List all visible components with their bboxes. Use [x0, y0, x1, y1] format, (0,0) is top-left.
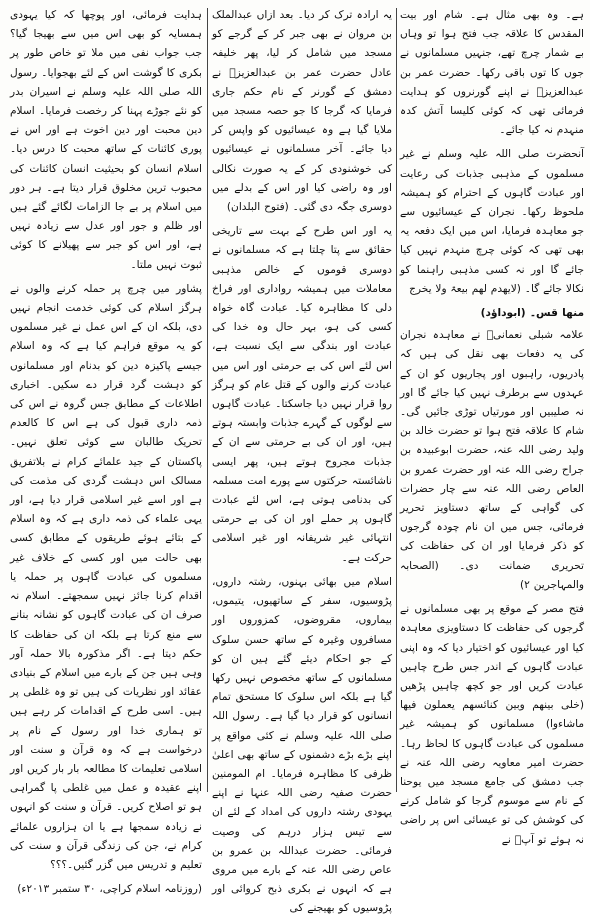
article-paragraph: علامہ شبلی نعمانیؒ نے معاہدہ نجران کی یہ دفعات بھی نقل کی ہیں کہ پادریوں، راہبوں اور پجاریوں کو ان کے عہدوں سے برطرف نہیں کیا جائے گا اور نہ صلیبیں اور مورتیاں توڑی جائیں گی۔ شام کا علاقہ فتح ہوا تو حضرت خالد بن ولید رضی اللہ عنہ، حضرت ابوعبیدہ بن جراح رضی اللہ عنہ اور حضرت عمرو بن العاص رضی اللہ عنہ سے چار حضرات کی گواہی کے ساتھ دستاویز تحریر فرمائی، جس میں ان نام چودہ گرجوں کو ذکر فرمایا اور ان کی حفاظت کی تحریری ضمانت دی۔ (الصحابہ والمہاجرین ۲) [400, 329, 584, 591]
article-column-middle [212, 6, 392, 915]
article-column-left [10, 6, 202, 896]
article-paragraph: یہ ارادہ ترک کر دیا۔ بعد ازاں عبدالملک بن مروان نے بھی جبر کر کے گرجے کو مسجد میں شامل کر لیا، پھر خلیفہ عادل حضرت عمر بن عبدالعزیزؒ نے دمشق کے گورنر کے نام حکم جاری فرمایا کہ گرجا کا جو حصہ مسجد میں ملایا گیا ہے وہ عیسائیوں کو واپس کر دیا جائے۔ آخر مسلمانوں نے عیسائیوں کی خوشنودی کر کے یہ صورت نکالی اور وہ راضی کیا اور اس کے بدلے میں دوسری جگہ دی گئی۔ (فتوح البلدان) [212, 9, 392, 214]
article-paragraph: اسلام میں بھائی بہنوں، رشتہ داروں، پڑوسیوں، سفر کے ساتھیوں، یتیموں، بیماروں، مقروضوں، کمزوروں اور مسافروں وغیرہ کے ساتھ حسن سلوک کے جو احکام دیئے گئے ہیں ان کو مسلمانوں کے ساتھ مخصوص نہیں رکھا گیا ہے بلکہ اس سلوک کا مستحق تمام انسانوں کو قرار دیا گیا ہے۔ رسول اللہ صلی اللہ علیہ وسلم نے کئی مواقع پر اپنے بڑے بڑے دشمنوں کے ساتھ بھی اعلیٰ ظرفی کا مظاہرہ فرمایا۔ ام المومنین حضرت صفیہ رضی اللہ عنہا نے اپنے یہودی رشتہ داروں کی امداد کے لئے ان سے تیس ہزار درہم کی وصیت فرمائی۔ حضرت عبداللہ بن عمرو بن عاص رضی اللہ عنہ کے بارے میں مروی ہے کہ انہوں نے بکری ذبح کروائی اور پڑوسیوں کو بھیجنے کی [212, 575, 392, 915]
article-paragraph: ہے۔ وہ بھی مثال ہے۔ شام اور بیت المقدس کا علاقہ جب فتح ہوا تو وہاں بے شمار چرچ تھے، جنہیں مسلمانوں نے جوں کا توں باقی رکھا۔ حضرت عمر بن عبدالعزیزؒ نے اپنے گورنروں کو ہدایت فرمائی تھی کہ کوئی کلیسا آتش کدہ منہدم نہ کیا جائے۔ [400, 9, 584, 137]
column-divider [207, 8, 208, 792]
article-paragraph: ہدایت فرمائی، اور پوچھا کہ کیا یہودی ہمسایہ کو بھی اس میں سے بھیجا گیا؟ جب جواب نفی میں ملا تو خاص طور پر بکری کا گوشت اس کے لئے بھجوایا۔ رسول اللہ صلی اللہ علیہ وسلم نے اسیران بدر کو نئے جوڑے پہنا کر رخصت فرمایا۔ اسلام دین محبت اور دین اخوت ہے اور اس نے پوری کائنات کے ساتھ محبت کا درس دیا۔ اسلام انسان کو بحیثیت انسان کائنات کی محبوب ترین مخلوق قرار دیتا ہے۔ ہر دور میں اسلام پر بے جا الزامات لگائے گئے ہیں اور ظلم و جور اور عدل سے زیادہ نہیں ہے، اور اس کو جبر سے پھیلانے کا کوئی ثبوت نہیں ملتا۔ [10, 9, 202, 271]
article-paragraph: آنحضرت صلی اللہ علیہ وسلم نے غیر مسلموں کے مذہبی جذبات کی رعایت اور عبادت گاہوں کے احترام کو ہمیشہ ملحوظ رکھا۔ نجران کے عیسائیوں سے جو معاہدہ فرمایا، اس میں ایک دفعہ یہ بھی تھی کہ کوئی چرچ منہدم نہیں کیا جائے گا اور نہ کسی مذہبی راہنما کو نکالا جائے گا۔ (لایھدم لھم بیعۃ ولا یخرج [400, 148, 584, 295]
quote-arabic: منھا قس۔ (ابوداؤد) [480, 307, 584, 320]
article-paragraph: پشاور میں چرچ پر حملہ کرنے والوں نے ہرگز اسلام کی کوئی خدمت انجام نہیں دی، بلکہ ان کے اس عمل نے غیر مسلموں کو یہ موقع فراہم کیا ہے کہ وہ اسلام جیسے پاکیزہ دین کو بدنام اور مسلمانوں کو دہشت گرد قرار دے سکیں۔ اخباری اطلاعات کے مطابق جس گروہ نے اس کی ذمہ داری قبول کی ہے اس کا کالعدم تحریک طالبان سے کوئی تعلق نہیں۔ پاکستان کے جید علمائے کرام نے بلاتفریق مسالک اس دہشت گردی کی مذمت کی ہے اور اسے غیر اسلامی قرار دیا ہے، اور یہی علماء کی ذمہ داری ہے کہ وہ اسلام کے بتائے ہوئے طریقوں کے مطابق کسی بھی حالت میں اور کسی کے خلاف غیر مسلموں کی عبادت گاہوں پر حملہ یا اقدام کرنا جائز نہیں سمجھتے۔ اسلام نہ صرف ان کی عبادت گاہوں کو نشانہ بنانے سے منع کرتا ہے بلکہ ان کی حفاظت کا حکم دیتا ہے۔ اگر مذکورہ بالا حملہ آور وہی ہیں جن کے بارے میں اسلام کے بنیادی عقائد اور نظریات کی ہیں تو وہ غلطی پر ہیں۔ اسی طرح کے اقدامات کر رہے ہیں تو ہماری خدا اور رسول کے نام پر درخواست ہے کہ وہ قرآن و سنت اور اسلامی تعلیمات کا مطالعہ بار بار کریں اور اپنے عقیدہ و عمل میں غلطی پا گمراہی ہو تو اصلاح کریں۔ قرآن و سنت کو انہوں نے زیادہ سمجھا ہے یا ان ہزاروں علمائے کرام نے، جن کی زندگی قرآن و سنت کی تعلیم و تدریس میں گزر گئیں۔؟؟؟ [10, 282, 202, 871]
column-divider [396, 8, 397, 792]
article-paragraph: فتح مصر کے موقع پر بھی مسلمانوں نے گرجوں کی حفاظت کا دستاویزی معاہدہ کیا اور عیسائیوں کو اختیار دیا کہ وہ اپنی عبادت گاہوں کے اندر جس طرح چاہیں عبادت کریں اور جو کچھ چاہیں پڑھیں (خلی بینھم وبین کنائسھم یعملون فیھا ماشاءوا) مسلمانوں کو ہمیشہ غیر مسلموں کی عبادت گاہوں کا لحاظ رہا۔ حضرت امیر معاویہ رضی اللہ عنہ نے جب دمشق کی جامع مسجد میں یوحنا کے نام سے موسوم گرجا کو شامل کرنے کی کوشش کی تو عیسائی اس پر راضی نہ ہوئے تو آپؓ نے [400, 603, 584, 846]
article-paragraph: یہ اور اس طرح کے بہت سے تاریخی حقائق سے پتا چلتا ہے کہ مسلمانوں نے دوسری قوموں کے خالص مذہبی معاملات میں ہمیشہ رواداری اور فراخ دلی کا مظاہرہ کیا۔ عبادت گاہ خواہ کسی کی ہو، بہر حال وہ خدا کی عبادت اور بندگی سے ایک نسبت ہے، اس لئے اس کی بے حرمتی اور اس میں عبادت کرنے والوں کے قتل عام کو ہرگز روا قرار نہیں دیا جاسکتا۔ عبادت گاہوں سے لوگوں کے گہرے جذبات وابستہ ہوتے ہیں، اور ان کی بے حرمتی سے ان کے جذبات مجروح ہوتے ہیں، پھر ایسی ناشائستہ حرکتوں سے پورے امت مسلمہ کی بدنامی ہوتی ہے، اس لئے عبادت گاہوں پر حملے اور ان کی بے حرمتی انتہائی غیر شریفانہ اور غیر اسلامی حرکت ہے۔ [212, 225, 392, 564]
article-column-right [400, 6, 584, 846]
source-citation: (روزنامہ اسلام کراچی، ۳۰ ستمبر ۲۰۱۳ء) [17, 883, 202, 896]
